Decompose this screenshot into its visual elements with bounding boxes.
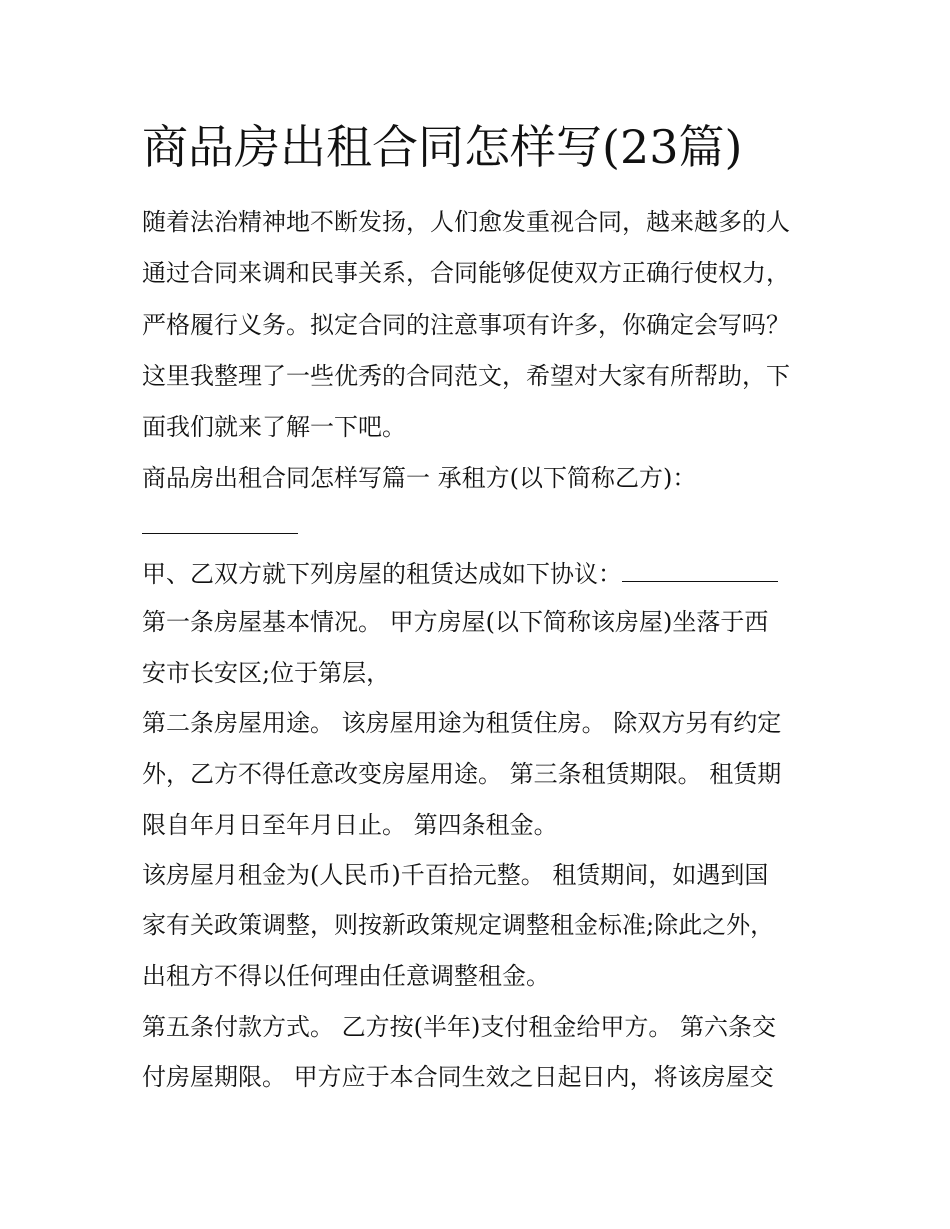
- paragraph-line: 外，乙方不得任意改变房屋用途。 第三条租赁期限。 租赁期: [142, 760, 782, 788]
- paragraph-line: 第五条付款方式。 乙方按(半年)支付租金给甲方。 第六条交: [142, 1013, 776, 1041]
- blank-line-row: [142, 509, 298, 543]
- paragraph-line: 商品房出租合同怎样写篇一 承租方(以下简称乙方)：: [142, 464, 697, 492]
- blank-line: [622, 557, 778, 582]
- paragraph-line-row: [142, 557, 778, 591]
- paragraph-line: 第二条房屋用途。 该房屋用途为租赁住房。 除双方另有约定: [142, 709, 782, 737]
- paragraph-line: 严格履行义务。拟定合同的注意事项有许多，你确定会写吗？: [142, 311, 790, 339]
- paragraph-line: 随着法治精神地不断发扬，人们愈发重视合同，越来越多的人: [142, 208, 790, 236]
- blank-line: [142, 509, 298, 534]
- paragraph-line: 安市长安区;位于第层，: [142, 659, 391, 687]
- paragraph-line: 该房屋月租金为(人民币)千百拾元整。 租赁期间，如遇到国: [142, 861, 769, 889]
- paragraph-line: 第一条房屋基本情况。 甲方房屋(以下简称该房屋)坐落于西: [142, 608, 769, 636]
- paragraph-line: 家有关政策调整，则按新政策规定调整租金标准;除此之外，: [142, 911, 775, 939]
- paragraph-line: 面我们就来了解一下吧。: [142, 413, 406, 441]
- paragraph-line: 出租方不得以任何理由任意调整租金。: [142, 962, 550, 990]
- paragraph-line: 甲、乙双方就下列房屋的租赁达成如下协议：: [142, 560, 622, 588]
- paragraph-line: 通过合同来调和民事关系，合同能够促使双方正确行使权力，: [142, 259, 790, 287]
- paragraph-line: 这里我整理了一些优秀的合同范文，希望对大家有所帮助，下: [142, 362, 790, 390]
- paragraph-line: 付房屋期限。 甲方应于本合同生效之日起日内，将该房屋交: [142, 1063, 774, 1091]
- document-title: 商品房出租合同怎样写(23篇): [142, 120, 743, 174]
- paragraph-line: 限自年月日至年月日止。 第四条租金。: [142, 811, 558, 839]
